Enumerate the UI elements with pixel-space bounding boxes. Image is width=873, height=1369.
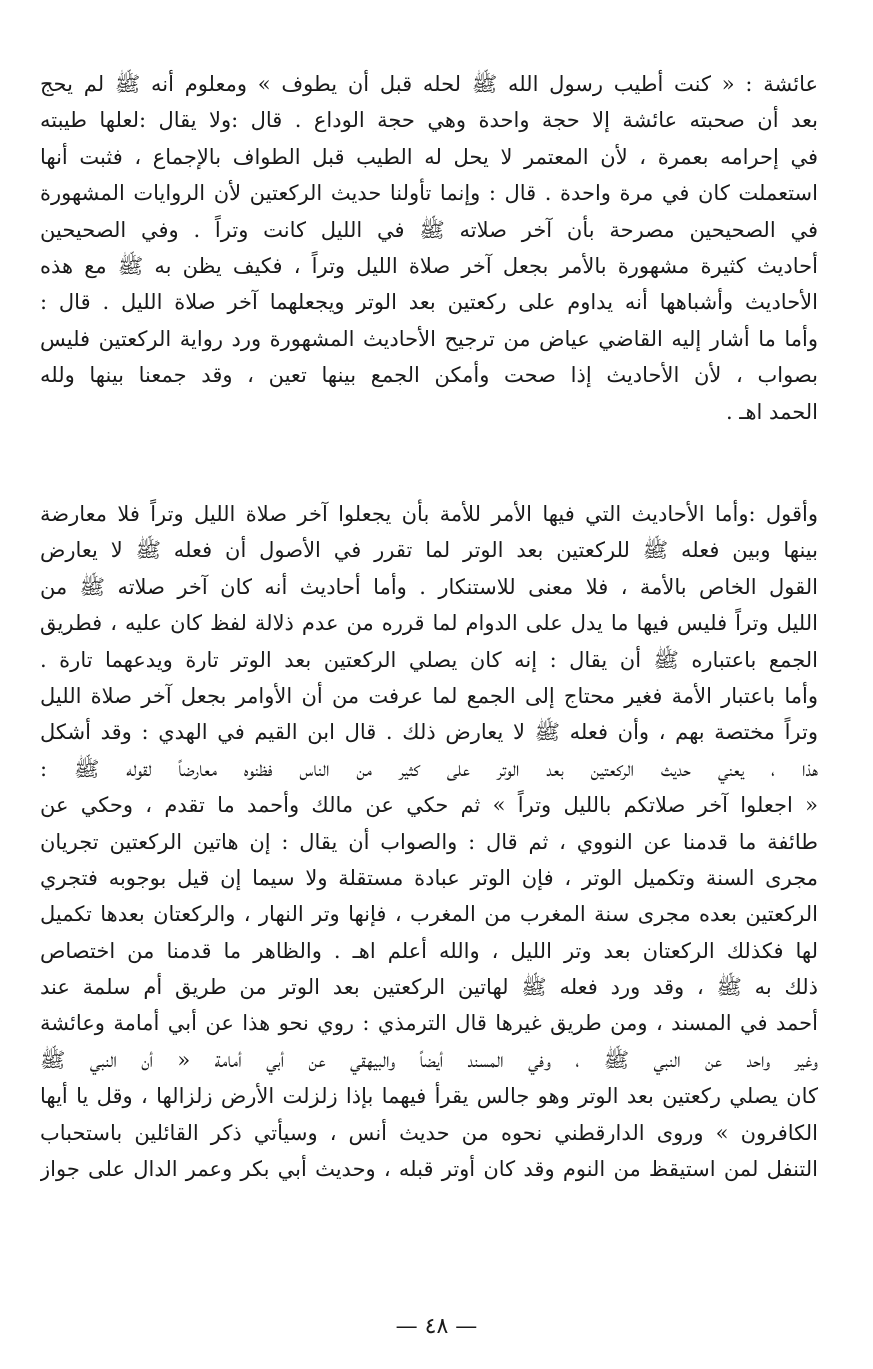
text-line: بعد أن صحبته عائشة إلا حجة واحدة وهي حجة الوداع . قال :ولا يقال :لعلها طيبته: [40, 108, 818, 133]
text-line: بصواب ، لأن الأحاديث إذا صحت وأمكن الجمع بينها تعين ، وقد جمعنا بينها ولله: [40, 363, 818, 388]
text-line: وأما ما أشار إليه القاضي عياض من ترجيح الأحاديث المشهورة ورد رواية الركعتين فليس: [40, 326, 818, 351]
text-line: الأحاديث وأشباهها أنه يداوم على ركعتين بعد الوتر ويجعلهما آخر صلاة الليل . قال :: [40, 290, 818, 315]
paragraph-1: [40, 66, 818, 430]
text-line: الجمع باعتباره ﷺ أن يقال : إنه كان يصلي الركعتين بعد الوتر تارة ويدعهما تارة .: [40, 647, 818, 672]
text-line: الحمد اهـ .: [725, 399, 818, 424]
text-line: كان يصلي ركعتين بعد الوتر وهو جالس يقرأ فيهما بإذا زلزلت الأرض زلزالها ، وقل يا أيها: [40, 1084, 818, 1109]
text-line: القول الخاص بالأمة ، فلا معنى للاستنكار . وأما أحاديث أنه كان آخر صلاته ﷺ من: [40, 574, 818, 599]
text-line: مجرى السنة وتكميل الوتر ، فإن الوتر عبادة مستقلة ولا سيما إن قيل بوجوبه فتجري: [40, 865, 818, 890]
text-line: بينها وبين فعله ﷺ للركعتين بعد الوتر لما تقرر في الأصول أن فعله ﷺ لا يعارض: [40, 538, 818, 563]
text-line: في إحرامه بعمرة ، لأن المعتمر لا يحل له الطيب قبل الطواف بالإجماع ، فثبت أنها: [40, 144, 818, 169]
text-line: أحمد في المسند ، ومن طريق غيرها قال الترمذي : روي نحو هذا عن أبي أمامة وعائشة: [40, 1011, 818, 1036]
text-line: هذا ، يعني حديث الركعتين بعد الوتر على كثير من الناس فظنوه معارضاً لقوله ﷺ :: [40, 756, 818, 781]
paragraph-2: [40, 496, 818, 1187]
text-line: وأما باعتبار الأمة فغير محتاج إلى الجمع لما عرفت من أن الأوامر بجعل آخر صلاة الليل: [40, 683, 818, 708]
text-line: وتراً مختصة بهم ، وأن فعله ﷺ لا يعارض ذلك . قال ابن القيم في الهدي : وقد أشكل: [40, 720, 818, 745]
text-line: « اجعلوا آخر صلاتكم بالليل وتراً » ثم حكي عن مالك وأحمد ما تقدم ، وحكي عن: [40, 793, 818, 818]
text-line: طائفة ما قدمنا عن النووي ، ثم قال : والصواب أن يقال : إن هاتين الركعتين تجريان: [40, 829, 818, 854]
text-line: الركعتين بعده مجرى سنة المغرب من المغرب ، فإنها وتر النهار ، والركعتان بعدها تكميل: [40, 902, 818, 927]
text-line: أحاديث كثيرة مشهورة بالأمر بجعل آخر صلاة الليل وتراً ، فكيف يظن به ﷺ مع هذه: [40, 253, 818, 278]
text-line: وأقول :وأما الأحاديث التي فيها الأمر للأمة بأن يجعلوا آخر صلاة الليل وتراً فلا معارضة: [40, 502, 818, 526]
text-line: لها فكذلك الركعتان بعد وتر الليل ، والله أعلم اهـ . والظاهر ما قدمنا من اختصاص: [40, 938, 818, 963]
text-line: التنفل لمن استيقظ من النوم وقد كان أوتر قبله ، وحديث أبي بكر وعمر الدال على جواز: [40, 1157, 818, 1182]
text-line: استعملت كان في مرة واحدة . قال : وإنما تأولنا حديث الركعتين لأن الروايات المشهورة: [40, 181, 818, 206]
page-number: — ٤٨ —: [395, 1314, 478, 1339]
text-line: الليل وتراً فليس فيها ما يدل على الدوام لما قرره من عدم ذلالة لفظ كان عليه ، فطريق: [40, 611, 818, 636]
text-line: عائشة : « كنت أطيب رسول الله ﷺ لحله قبل أن يطوف » ومعلوم أنه ﷺ لم يحج: [40, 72, 818, 96]
text-line: ذلك به ﷺ ، وقد ورد فعله ﷺ لهاتين الركعتين بعد الوتر من طريق أم سلمة عند: [40, 975, 818, 1000]
text-line: وغير واحد عن النبي ﷺ ، وفي المسند أيضاً والبيهقي عن أبي أمامة « أن النبي ﷺ: [40, 1047, 818, 1072]
text-line: الكافرون » وروى الدارقطني نحوه من حديث أنس ، وسيأتي ذكر القائلين باستحباب: [40, 1120, 818, 1145]
text-line: في الصحيحين مصرحة بأن آخر صلاته ﷺ في الليل كانت وتراً . وفي الصحيحين: [40, 217, 818, 242]
